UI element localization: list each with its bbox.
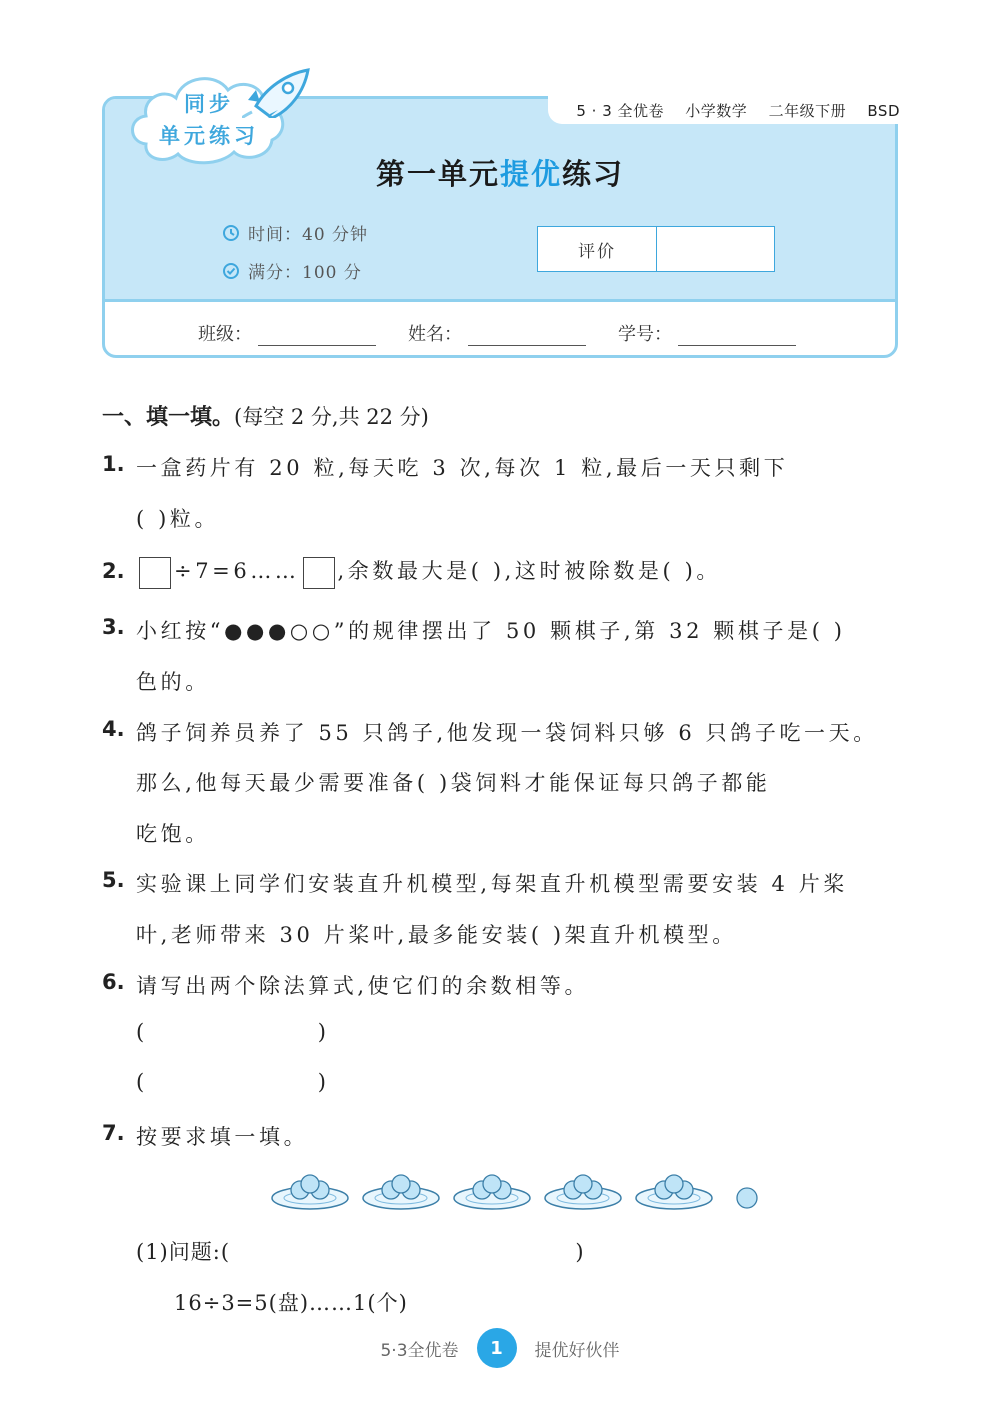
series-subject: 小学数学 xyxy=(685,102,748,120)
plate-4 xyxy=(545,1175,621,1209)
ball xyxy=(301,1175,319,1193)
title-post: 练习 xyxy=(562,157,625,191)
q5-number: 5. xyxy=(102,868,125,892)
class-field xyxy=(198,320,376,346)
unit-title xyxy=(0,152,1000,193)
q6-number: 6. xyxy=(102,970,125,994)
q3-line1: 小红按“●●●○○”的规律摆出了 50 颗棋子,第 32 颗棋子是( ) xyxy=(136,619,846,643)
plate-5 xyxy=(636,1175,712,1209)
q2-line xyxy=(136,555,721,589)
q4-number: 4. xyxy=(102,717,125,741)
plate-1 xyxy=(272,1175,348,1209)
q3-number: 3. xyxy=(102,615,125,639)
plate-2 xyxy=(363,1175,439,1209)
q2-mid: ÷7=6…… xyxy=(174,559,300,583)
ball xyxy=(392,1175,410,1193)
check-circle-icon xyxy=(222,262,240,280)
q4-line2: 那么,他每天最少需要准备( )袋饲料才能保证每只鸽子都能 xyxy=(136,771,771,795)
q3-line2: 色的。 xyxy=(136,670,210,694)
name-field xyxy=(408,320,586,346)
clock-icon xyxy=(222,224,240,242)
ball xyxy=(665,1175,683,1193)
dividend-box[interactable] xyxy=(139,557,171,589)
q5-line2: 叶,老师带来 30 片桨叶,最多能安装( )架直升机模型。 xyxy=(136,923,737,947)
series-info xyxy=(560,100,900,121)
score-text: 满分：100 分 xyxy=(248,263,362,283)
q1-line2: ( )粒。 xyxy=(136,507,220,531)
page-footer xyxy=(0,1328,1000,1368)
series-brand: 5 · 3 全优卷 xyxy=(576,102,665,120)
section-title-bold: 一、填一填。 xyxy=(102,405,235,430)
q2-post: ,余数最大是( ),这时被除数是( )。 xyxy=(337,559,721,583)
q1-number: 1. xyxy=(102,452,125,476)
loose-ball xyxy=(737,1188,757,1208)
score-row xyxy=(222,258,362,283)
number-field xyxy=(618,320,796,346)
section-title-note: (每空 2 分,共 22 分) xyxy=(234,405,429,429)
q6-answer-blank-1[interactable]: ( ) xyxy=(136,1020,326,1044)
time-text: 时间：40 分钟 xyxy=(248,225,369,245)
q7-sub1-question: (1)问题:( ) xyxy=(136,1240,585,1264)
title-highlight: 提优 xyxy=(499,157,562,191)
q1-line1: 一盒药片有 20 粒,每天吃 3 次,每次 1 粒,最后一天只剩下 xyxy=(136,456,789,480)
class-blank[interactable] xyxy=(258,325,376,346)
page-number: 1 xyxy=(477,1328,517,1368)
q7-equation: 16÷3=5(盘)……1(个) xyxy=(174,1291,408,1315)
q7-number: 7. xyxy=(102,1121,125,1145)
badge-line1: 同步 xyxy=(184,92,234,116)
q6-line1: 请写出两个除法算式,使它们的余数相等。 xyxy=(136,974,590,998)
rating-field[interactable] xyxy=(657,227,774,271)
plate-3 xyxy=(454,1175,530,1209)
badge-line2: 单元练习 xyxy=(159,124,259,148)
name-blank[interactable] xyxy=(468,325,586,346)
q7-line1: 按要求填一填。 xyxy=(136,1125,309,1149)
number-blank[interactable] xyxy=(678,325,796,346)
q6-answer-blank-2[interactable]: ( ) xyxy=(136,1070,326,1094)
number-label: 学号： xyxy=(618,324,672,345)
rating-label: 评价 xyxy=(538,227,657,271)
time-row xyxy=(222,220,368,245)
q4-line1: 鸽子饲养员养了 55 只鸽子,他发现一袋饲料只够 6 只鸽子吃一天。 xyxy=(136,721,878,745)
name-label: 姓名： xyxy=(408,324,462,345)
ball xyxy=(574,1175,592,1193)
q2-number: 2. xyxy=(102,559,125,583)
ball xyxy=(483,1175,501,1193)
plates-illustration xyxy=(270,1160,770,1220)
title-pre: 第一单元 xyxy=(375,157,500,191)
q5-line1: 实验课上同学们安装直升机模型,每架直升机模型需要安装 4 片桨 xyxy=(136,872,848,896)
remainder-box[interactable] xyxy=(303,557,335,589)
footer-brand: 5·3全优卷 xyxy=(380,1340,459,1361)
series-edition: BSD xyxy=(867,102,900,120)
series-grade: 二年级下册 xyxy=(768,102,847,120)
q4-line3: 吃饱。 xyxy=(136,822,210,846)
class-label: 班级： xyxy=(198,324,252,345)
rating-box xyxy=(537,226,775,272)
section-title xyxy=(102,400,429,431)
footer-slogan: 提优好伙伴 xyxy=(534,1340,620,1361)
